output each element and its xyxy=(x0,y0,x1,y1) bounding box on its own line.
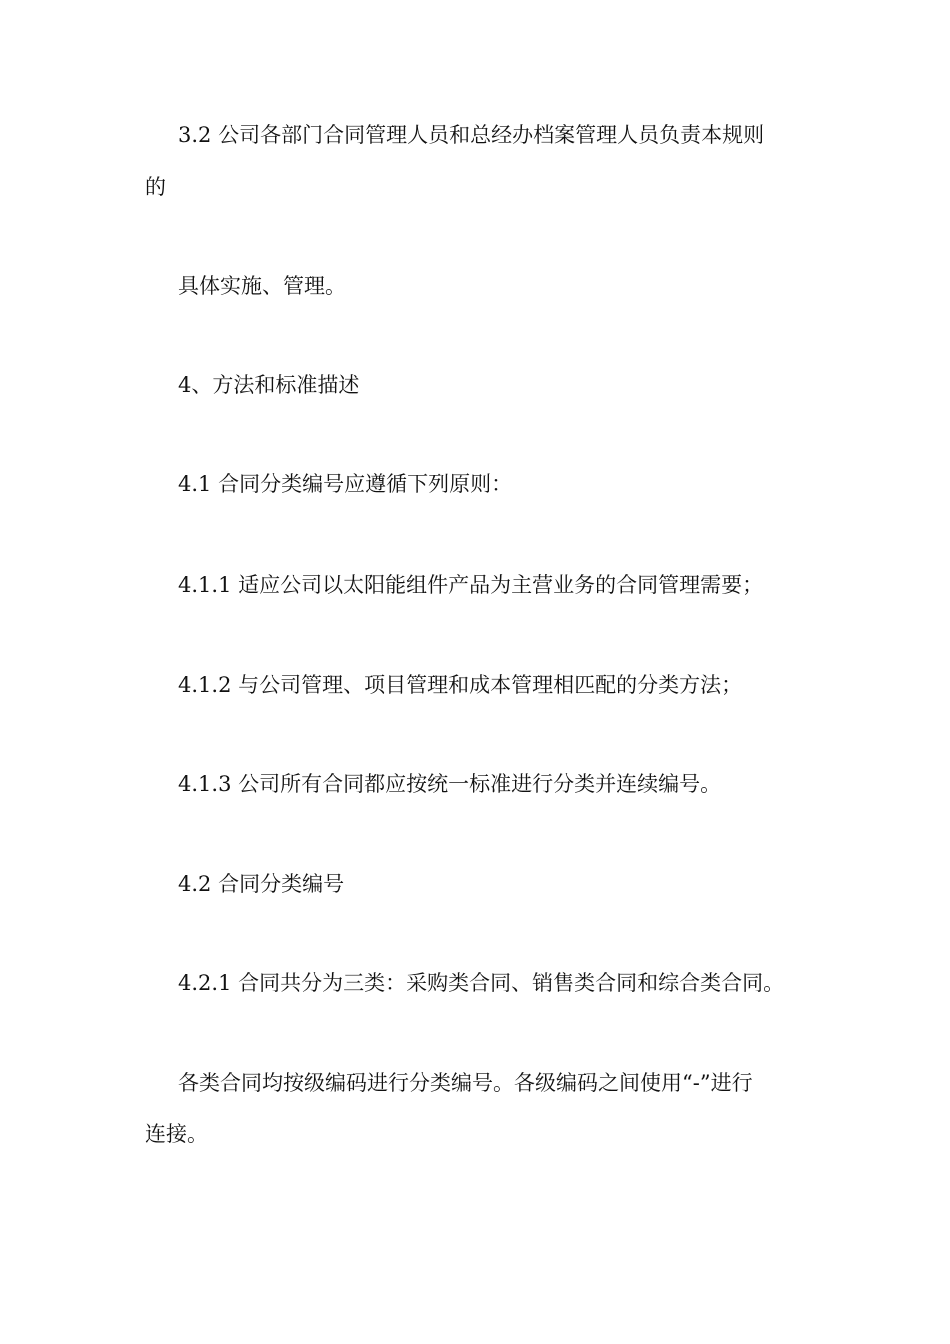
paragraph-4-1-3: 4.1.3 公司所有合同都应按统一标准进行分类并连续编号。 xyxy=(178,772,722,796)
paragraph-4-1-2: 4.1.2 与公司管理、项目管理和成本管理相匹配的分类方法； xyxy=(178,673,743,697)
paragraph-4-1-1: 4.1.1 适应公司以太阳能组件产品为主营业务的合同管理需要； xyxy=(178,573,764,597)
paragraph-4-1: 4.1 合同分类编号应遵循下列原则： xyxy=(178,472,513,496)
paragraph-3-2-line-2: 的 xyxy=(145,175,166,199)
paragraph-implementation: 具体实施、管理。 xyxy=(178,274,346,298)
paragraph-coding-line-1: 各类合同均按级编码进行分类编号。各级编码之间使用“-”进行 xyxy=(178,1071,753,1095)
paragraph-3-2-line-1: 3.2 公司各部门合同管理人员和总经办档案管理人员负责本规则 xyxy=(178,123,765,147)
section-heading-4: 4、方法和标准描述 xyxy=(178,373,360,397)
paragraph-4-2: 4.2 合同分类编号 xyxy=(178,872,345,896)
paragraph-4-2-1: 4.2.1 合同共分为三类：采购类合同、销售类合同和综合类合同。 xyxy=(178,971,785,995)
paragraph-coding-line-2: 连接。 xyxy=(145,1122,208,1146)
